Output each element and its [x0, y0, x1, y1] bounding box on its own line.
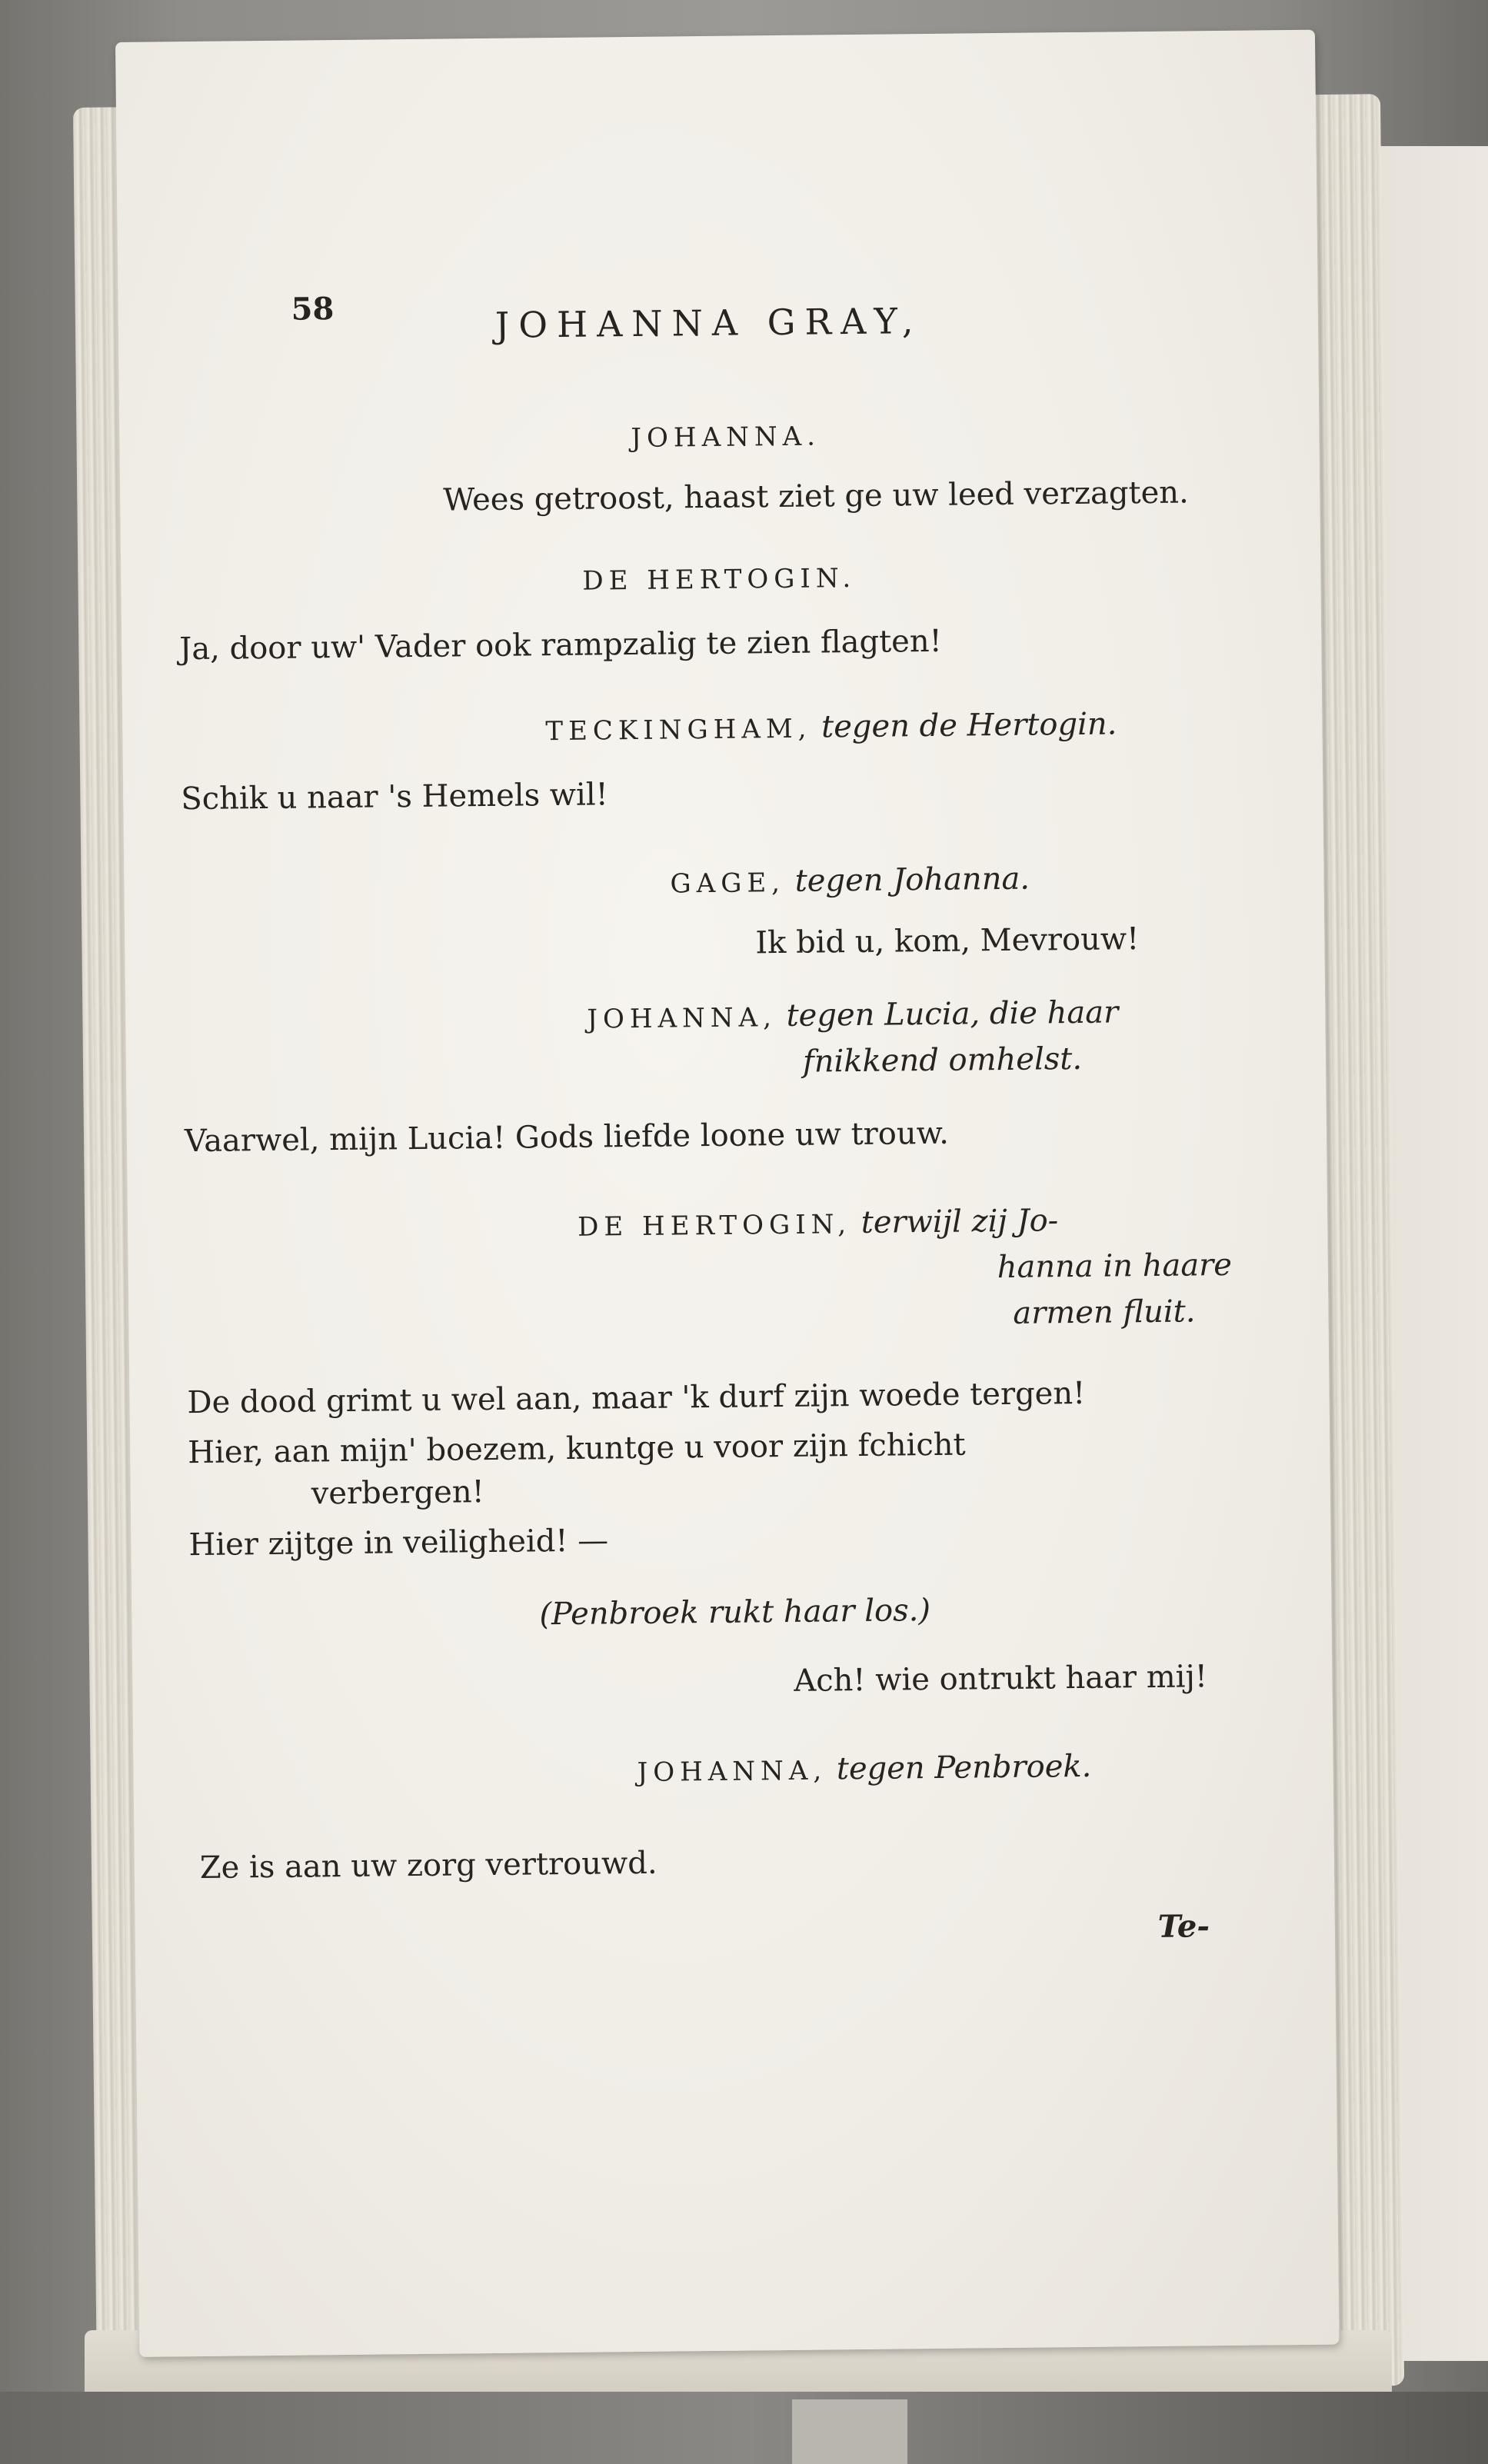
verse-line: Ik bid u, kom, Mevrouw! [755, 921, 1140, 961]
stage-direction: tegen de Hertogin. [821, 706, 1117, 745]
stage-direction: fnikkend omhelst. [802, 1041, 1083, 1080]
speaker-name: JOHANNA. [631, 421, 821, 455]
stage-direction: armen fluit. [1013, 1294, 1196, 1331]
page-number: 58 [291, 291, 335, 328]
verse-line: Hier, aan mijn' boezem, kuntge u voor zijn fchicht [187, 1427, 966, 1471]
speaker-name: JOHANNA, [587, 1002, 777, 1035]
running-title: JOHANNA GRAY, [494, 300, 923, 346]
speaker-line [545, 706, 1117, 748]
stage-direction: tegen Johanna. [794, 861, 1030, 899]
background-bottom [0, 2392, 1488, 2464]
stage-direction: (Penbroek rukt haar los.) [539, 1593, 931, 1633]
stage-direction: hanna in haare [997, 1247, 1233, 1286]
speaker-name: GAGE, [670, 867, 786, 900]
verse-line: De dood grimt u wel aan, maar 'k durf zijn woede tergen! [187, 1375, 1086, 1421]
speaker-name: TECKINGHAM, [545, 713, 812, 748]
speaker-name: JOHANNA, [637, 1755, 827, 1789]
book-page [115, 30, 1339, 2357]
bookmark-ribbon [792, 2399, 907, 2464]
verse-line: verbergen! [311, 1474, 484, 1512]
stage-direction: terwijl zij Jo- [861, 1203, 1059, 1240]
speaker-line [637, 1748, 1092, 1789]
verse-line: Schik u naar 's Hemels wil! [181, 777, 608, 817]
catchword: Te- [1157, 1908, 1210, 1945]
verse-line: Hier zijtge in veiligheid! — [188, 1523, 609, 1563]
stage-direction: tegen Lucia, die haar [786, 994, 1119, 1034]
speaker-line [670, 861, 1030, 900]
speaker-line [578, 1205, 1058, 1241]
verse-line: Vaarwel, mijn Lucia! Gods liefde loone uw trouw. [184, 1115, 950, 1160]
speaker-name: DE HERTOGIN. [582, 562, 857, 597]
verse-line: Ach! wie ontrukt haar mij! [794, 1659, 1208, 1699]
verse-line: Wees getroost, haast ziet ge uw leed verzagten. [443, 474, 1189, 518]
page-text [115, 30, 1339, 2357]
speaker-name: DE HERTOGIN, [577, 1209, 852, 1243]
verse-line: Ja, door uw' Vader ook rampzalig te zien flagten! [179, 623, 942, 668]
verse-line: Ze is aan uw zorg vertrouwd. [199, 1845, 657, 1886]
speaker-line [587, 994, 1119, 1035]
stage-direction: tegen Penbroek. [836, 1748, 1092, 1787]
